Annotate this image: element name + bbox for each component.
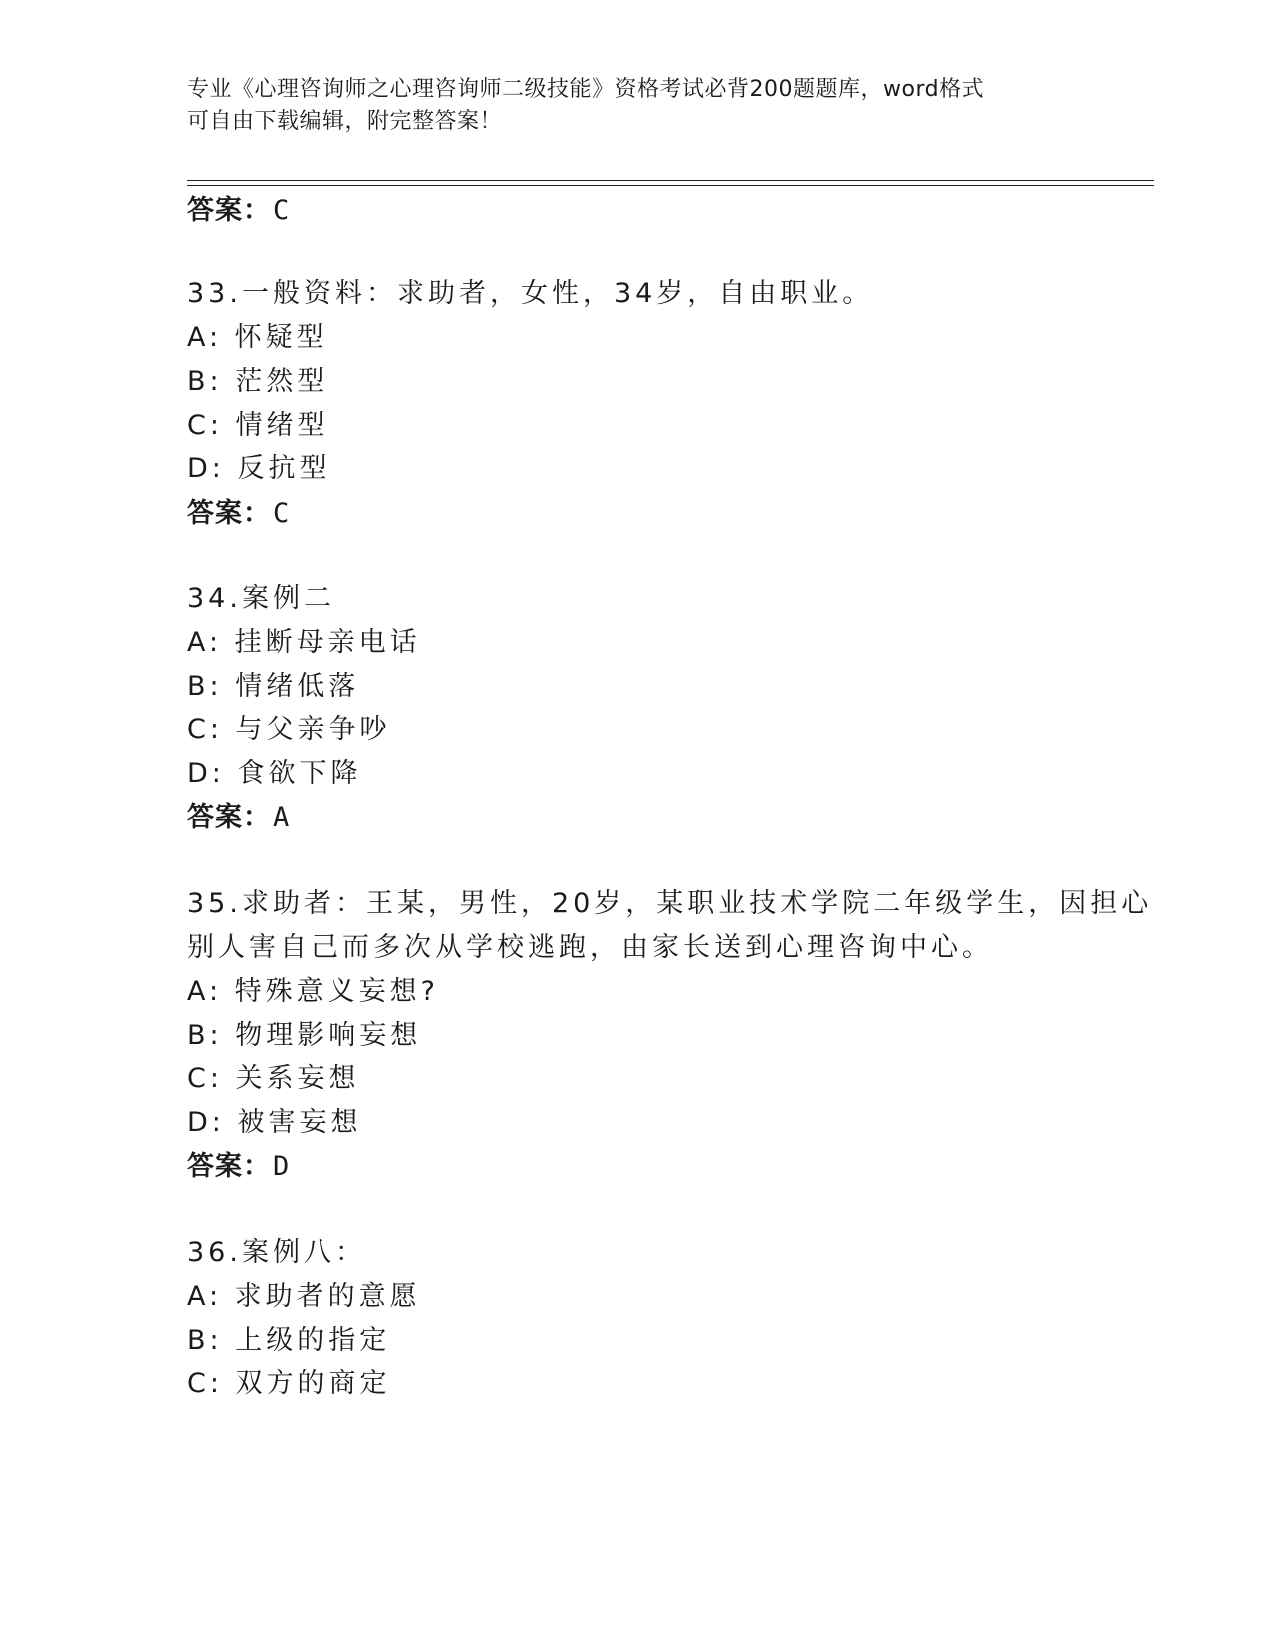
- option-b: B: 物理影响妄想: [187, 1020, 422, 1051]
- option-d: D: 被害妄想: [187, 1107, 362, 1138]
- option-a: A: 怀疑型: [187, 322, 328, 353]
- answer-label: 答案：: [187, 802, 271, 833]
- answer-line: [187, 194, 290, 228]
- option-a: A: 求助者的意愿: [187, 1281, 421, 1312]
- option-b: B: 情绪低落: [187, 671, 360, 702]
- answer-line: [187, 1150, 290, 1184]
- question-stem: 34.案例二: [187, 583, 335, 614]
- option-c: C: 情绪型: [187, 410, 329, 441]
- option-d: D: 食欲下降: [187, 758, 362, 789]
- answer-value: A: [273, 802, 291, 833]
- answer-label: 答案：: [187, 498, 271, 529]
- option-a: A: 特殊意义妄想?: [187, 976, 440, 1007]
- header-divider-top: [187, 180, 1154, 181]
- option-a: A: 挂断母亲电话: [187, 627, 421, 658]
- header-line-2: 可自由下载编辑，附完整答案！: [187, 109, 503, 134]
- document-header: [187, 74, 1087, 138]
- option-b: B: 上级的指定: [187, 1325, 391, 1356]
- question-stem: 33.一般资料：求助者，女性，34岁，自由职业。: [187, 278, 874, 309]
- answer-value: C: [273, 498, 291, 529]
- question-stem-line-1: 35.求助者：王某，男性，20岁，某职业技术学院二年级学生，因担心: [187, 888, 1153, 919]
- answer-line: [187, 497, 290, 531]
- question-stem-line-2: 别人害自己而多次从学校逃跑，由家长送到心理咨询中心。: [187, 932, 993, 963]
- answer-value: D: [273, 1151, 291, 1182]
- option-c: C: 关系妄想: [187, 1063, 360, 1094]
- option-c: C: 双方的商定: [187, 1368, 391, 1399]
- answer-line: [187, 801, 290, 835]
- question-stem: 36.案例八：: [187, 1237, 366, 1268]
- option-d: D: 反抗型: [187, 453, 331, 484]
- answer-label: 答案：: [187, 1151, 271, 1182]
- option-c: C: 与父亲争吵: [187, 714, 391, 745]
- header-line-1: 专业《心理咨询师之心理咨询师二级技能》资格考试必背200题题库，word格式: [187, 77, 985, 102]
- option-b: B: 茫然型: [187, 366, 329, 397]
- answer-value: C: [273, 195, 291, 226]
- header-divider-bottom: [187, 185, 1154, 186]
- answer-label: 答案：: [187, 195, 271, 226]
